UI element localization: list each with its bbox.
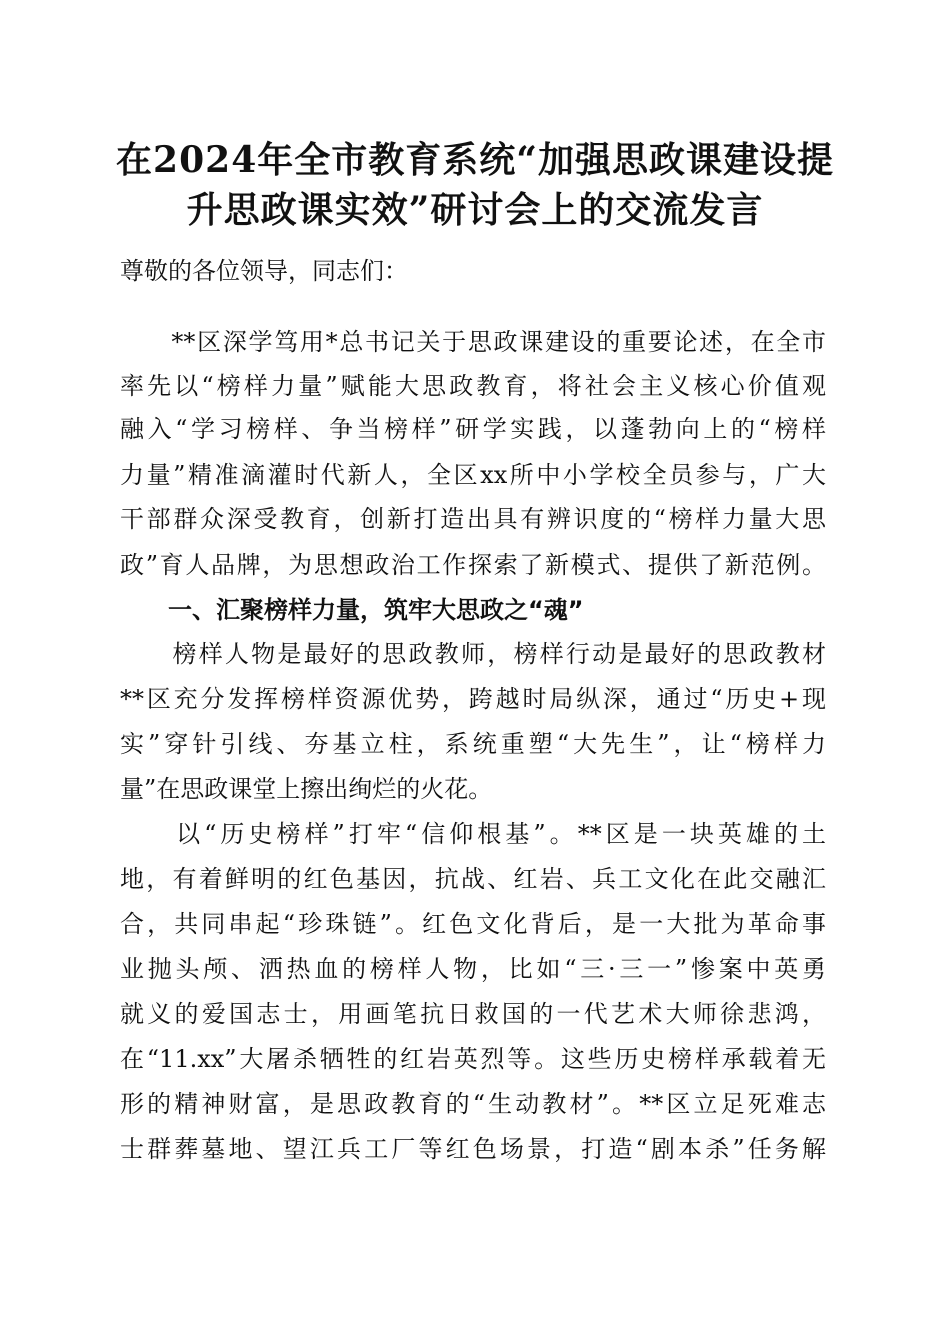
body-line: 形的精神财富，是思政教育的“生动教材”。**区立足死难志 [120, 1090, 826, 1118]
body-line: 以“历史榜样”打牢“信仰根基”。**区是一块英雄的土 [120, 820, 826, 848]
body-line: 合，共同串起“珍珠链”。红色文化背后，是一大批为革命事 [120, 910, 826, 938]
section-heading: 一、汇聚榜样力量，筑牢大思政之“魂” [120, 596, 584, 624]
document-title-line-1: 在2024年全市教育系统“加强思政课建设提 [116, 139, 834, 181]
body-line: **区深学笃用*总书记关于思政课建设的重要论述，在全市 [120, 328, 826, 356]
body-line: 政”育人品牌，为思想政治工作探索了新模式、提供了新范例。 [120, 551, 826, 579]
body-line: **区充分发挥榜样资源优势，跨越时局纵深，通过“历史+现 [120, 685, 826, 713]
salutation: 尊敬的各位领导，同志们： [120, 257, 408, 285]
body-line: 率先以“榜样力量”赋能大思政教育，将社会主义核心价值观 [120, 372, 826, 400]
body-line: 在“11.xx”大屠杀牺牲的红岩英烈等。这些历史榜样承载着无 [120, 1045, 826, 1073]
body-line: 力量”精准滴灌时代新人，全区xx所中小学校全员参与，广大 [120, 461, 826, 489]
body-line: 就义的爱国志士，用画笔抗日救国的一代艺术大师徐悲鸿， [120, 1000, 826, 1028]
document-title-line-2: 升思政课实效”研讨会上的交流发言 [186, 189, 764, 231]
body-line: 实”穿针引线、夯基立柱，系统重塑“大先生”，让“榜样力 [120, 730, 826, 758]
body-line: 士群葬墓地、望江兵工厂等红色场景，打造“剧本杀”任务解 [120, 1135, 826, 1163]
body-line: 业抛头颅、洒热血的榜样人物，比如“三·三一”惨案中英勇 [120, 955, 826, 983]
body-line: 干部群众深受教育，创新打造出具有辨识度的“榜样力量大思 [120, 505, 826, 533]
body-line: 地，有着鲜明的红色基因，抗战、红岩、兵工文化在此交融汇 [120, 865, 826, 893]
body-line: 融入“学习榜样、争当榜样”研学实践，以蓬勃向上的“榜样 [120, 415, 826, 443]
body-line: 量”在思政课堂上擦出绚烂的火花。 [120, 775, 493, 803]
body-line: 榜样人物是最好的思政教师，榜样行动是最好的思政教材 [120, 640, 826, 668]
